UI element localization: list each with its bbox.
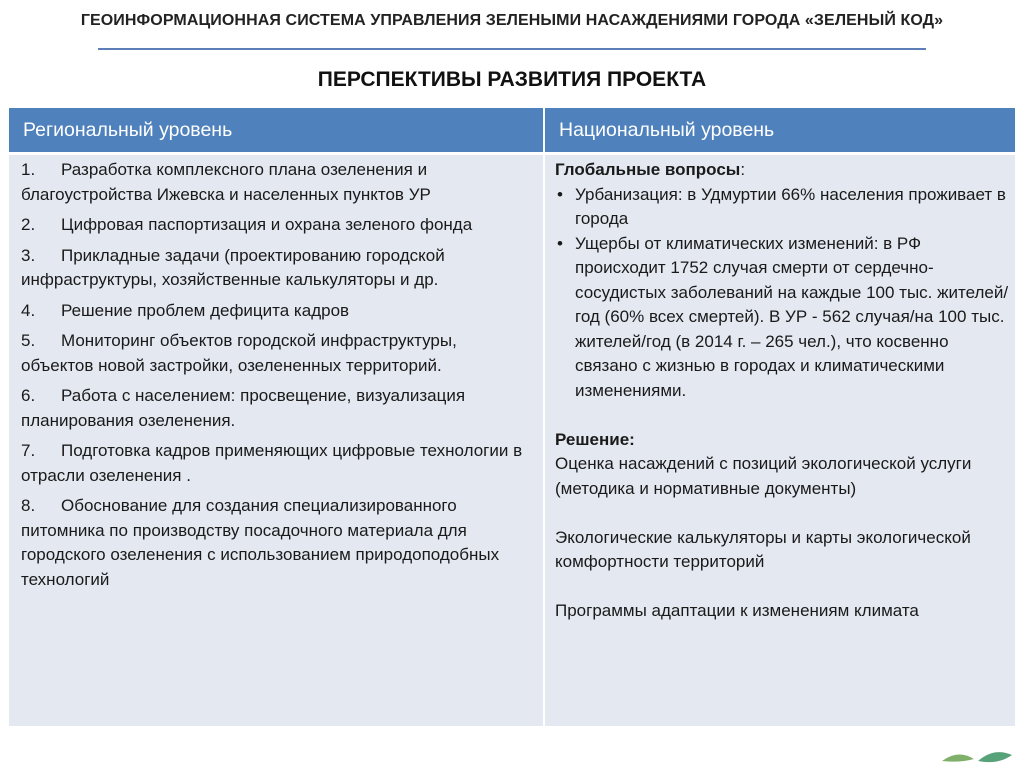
item-number: 4. xyxy=(21,300,36,320)
item-number: 2. xyxy=(21,215,36,234)
list-item xyxy=(21,384,531,433)
item-text: Прикладные задачи (проектированию городской инфраструктуры, хозяйственные калькуляторы и др. xyxy=(21,245,445,289)
solution-heading: Решение: xyxy=(555,429,635,449)
item-text: Цифровая паспортизация и охрана зеленого фонда xyxy=(61,215,473,234)
column-header-regional: Региональный уровень xyxy=(9,108,543,152)
item-text: Разработка комплексного плана озеленения и благоустройства Ижевска и населенных пунктов УР xyxy=(21,160,431,204)
document-header: ГЕОИНФОРМАЦИОННАЯ СИСТЕМА УПРАВЛЕНИЯ ЗЕЛЕНЫМИ НАСАЖДЕНИЯМИ ГОРОДА «ЗЕЛЕНЫЙ КОД» xyxy=(80,12,944,29)
leaf-decoration-icon xyxy=(938,743,1018,763)
spacer xyxy=(555,501,1010,526)
regional-list xyxy=(21,158,531,598)
list-item xyxy=(21,244,531,293)
item-number: 3. xyxy=(21,245,36,265)
item-text: Обоснование для создания специализированного питомника по производству посадочного материала для городского озеленения с использованием природоподобных технологий xyxy=(21,496,500,589)
prospects-table xyxy=(9,108,1015,726)
list-item xyxy=(21,213,531,238)
item-number: 8. xyxy=(21,496,36,515)
bullet-text: Ущербы от климатических изменений: в РФ происходит 1752 случая смерти от сердечно-сосудистых заболеваний на каждые 100 тыс. жителей/год (60% всех смертей). В УР - 562 случая/на 100 тыс. жителей/год (в 2014 г. – 265 чел.), что косвенно связано с жизнью в городах и климатическими изменениями. xyxy=(575,233,1009,400)
item-number: 1. xyxy=(21,160,36,179)
solution-text: Экологические калькуляторы и карты экологической комфортности территорий xyxy=(555,527,971,571)
list-item xyxy=(21,299,531,324)
item-text: Решение проблем дефицита кадров xyxy=(61,300,350,320)
list-item xyxy=(21,329,531,378)
solution-text: Программы адаптации к изменениям климата xyxy=(555,601,919,620)
column-header-national: Национальный уровень xyxy=(545,108,1015,152)
item-number: 7. xyxy=(21,441,36,460)
item-text: Мониторинг объектов городской инфраструктуры, объектов новой застройки, озелененных территорий. xyxy=(21,331,457,375)
bullet-icon: • xyxy=(557,184,563,204)
list-item xyxy=(555,183,1010,232)
item-text: Работа с населением: просвещение, визуализация планирования озеленения. xyxy=(21,386,466,430)
column-divider xyxy=(543,155,545,726)
solution-text: Оценка насаждений с позиций экологической услуги (методика и нормативные документы) xyxy=(555,454,972,498)
page-title: ПЕРСПЕКТИВЫ РАЗВИТИЯ ПРОЕКТА xyxy=(317,68,707,91)
list-item xyxy=(21,158,531,207)
global-issues-list xyxy=(555,183,1010,404)
bullet-icon: • xyxy=(557,233,563,253)
list-item xyxy=(21,494,531,592)
global-issues-colon: : xyxy=(740,160,746,179)
national-content xyxy=(555,158,1010,624)
item-number: 5. xyxy=(21,331,36,350)
header-column-divider xyxy=(543,108,545,152)
bullet-text: Урбанизация: в Удмуртии 66% населения проживает в города xyxy=(575,184,1006,228)
spacer xyxy=(555,403,1010,428)
list-item xyxy=(21,439,531,488)
global-issues-label: Глобальные вопросы xyxy=(555,160,741,179)
item-text: Подготовка кадров применяющих цифровые технологии в отрасли озеленения . xyxy=(21,441,523,485)
list-item xyxy=(555,232,1010,404)
spacer xyxy=(555,575,1010,600)
header-bottom-divider xyxy=(9,152,1015,155)
header-divider xyxy=(98,48,926,50)
global-issues-heading xyxy=(555,158,1010,183)
item-number: 6. xyxy=(21,386,36,405)
